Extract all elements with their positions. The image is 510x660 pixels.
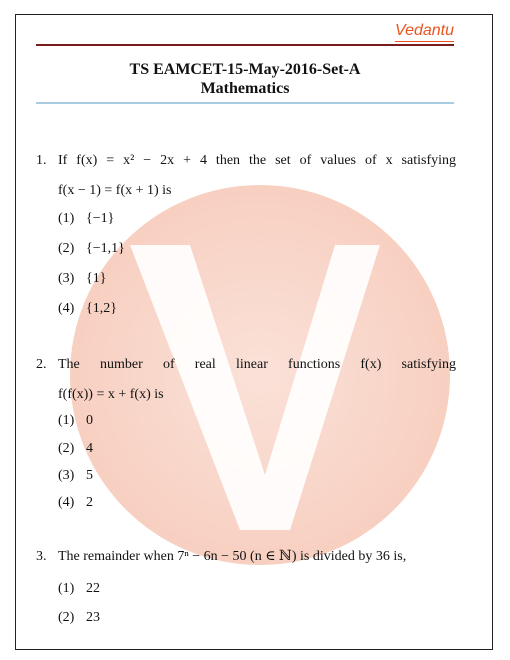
question-2-cont [36,386,456,404]
question-number: 3. [36,549,47,564]
question-number: 2. [36,357,47,372]
option: (3) {1} [58,271,107,286]
subject-title: Mathematics [200,80,290,97]
question-1-cont [36,182,456,200]
question-text: If f(x) = x² − 2x + 4 then the set of values of x satisfying [58,153,456,168]
option: (1) 22 [58,581,100,596]
option: (1) 0 [58,413,93,428]
question-number: 1. [36,153,47,168]
option: (2) 4 [58,441,93,456]
question-text: The number of real linear functions f(x) satisfying [58,357,456,372]
question-text: The remainder when 7ⁿ − 6n − 50 (n ∈ ℕ) is divided by 36 is, [58,549,407,564]
page-title [36,60,454,98]
question-3 [36,548,456,566]
option: (4) 2 [58,495,93,510]
option: (2) 23 [58,610,100,625]
vedantu-logo: Vedantu [394,22,454,39]
question-2 [36,356,456,374]
question-1 [36,152,456,170]
question-text-cont: f(f(x)) = x + f(x) is [58,387,164,402]
exam-title: TS EAMCET-15-May-2016-Set-A [129,61,361,78]
option: (4) {1,2} [58,301,117,316]
title-rule [36,102,454,104]
option: (1) {−1} [58,211,115,226]
header-rule [36,44,454,46]
question-text-cont: f(x − 1) = f(x + 1) is [58,183,172,198]
option: (3) 5 [58,468,93,483]
option: (2) {−1,1} [58,241,125,256]
